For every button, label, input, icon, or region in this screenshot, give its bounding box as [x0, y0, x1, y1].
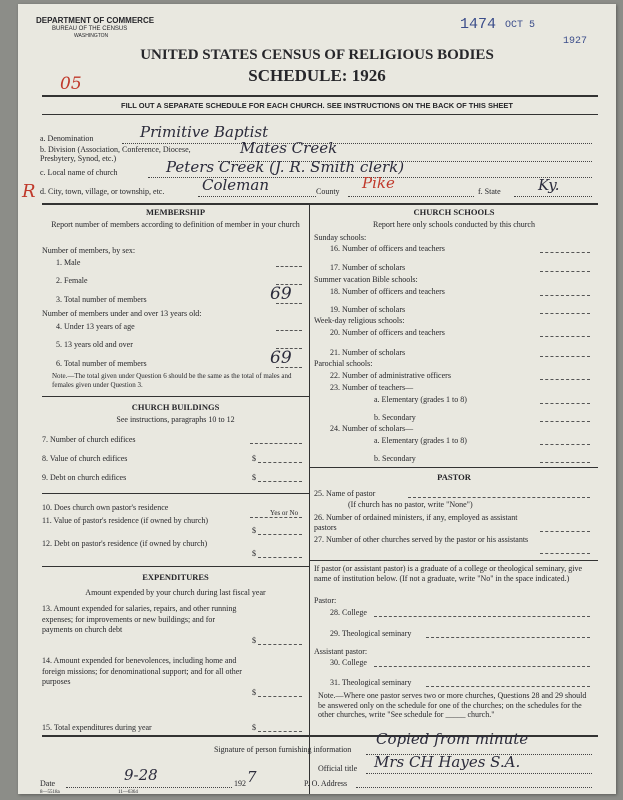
- q15-dollar: $: [252, 723, 256, 732]
- q3-value: 69: [270, 284, 292, 304]
- q14-field[interactable]: [258, 696, 302, 697]
- q25-note: (If church has no pastor, write "None"): [348, 500, 473, 509]
- date-value: 9-28: [124, 766, 158, 784]
- state-label: f. State: [478, 187, 501, 196]
- membership-note: Note.—The total given under Question 6 should be the same as the total of males and females given under Question 3.: [52, 372, 292, 389]
- denomination-label: a. Denomination: [40, 134, 94, 143]
- graduate-note: If pastor (or assistant pastor) is a graduate of a college or theological seminary, give name of institution below. (If not a graduate, write "No" in the space indicated.): [314, 564, 583, 583]
- q15-label: 15. Total expenditures during year: [42, 723, 152, 732]
- q8-label: 8. Value of church edifices: [42, 454, 128, 463]
- q13-dollar: $: [252, 636, 256, 645]
- q11-dollar: $: [252, 526, 256, 535]
- q16-label: 16. Number of officers and teachers: [330, 244, 445, 253]
- schools-subtitle: Report here only schools conducted by this church: [373, 220, 535, 229]
- q6-label: 6. Total number of members: [56, 359, 147, 368]
- q24a-field[interactable]: [540, 444, 590, 445]
- po-address-field[interactable]: [356, 787, 592, 788]
- local-name-label: c. Local name of church: [40, 168, 118, 177]
- q13-field[interactable]: [258, 644, 302, 645]
- state-field[interactable]: [514, 196, 592, 197]
- local-name-value: Peters Creek (J. R. Smith clerk): [166, 158, 405, 176]
- q9-field[interactable]: [258, 481, 302, 482]
- q23b-label: b. Secondary: [374, 413, 416, 422]
- summer-schools-label: Summer vacation Bible schools:: [314, 275, 418, 284]
- q30-field[interactable]: [374, 666, 590, 667]
- official-title-value: Mrs CH Hayes S.A.: [374, 753, 521, 771]
- q23b-field[interactable]: [540, 421, 590, 422]
- q10-label: 10. Does church own pastor's residence: [42, 503, 169, 512]
- q11-field[interactable]: [258, 534, 302, 535]
- expenditures-heading: EXPENDITURES: [142, 572, 209, 582]
- q1-field[interactable]: [276, 266, 302, 267]
- q31-field[interactable]: [426, 686, 590, 687]
- buildings-subtitle: See instructions, paragraphs 10 to 12: [116, 415, 235, 424]
- denomination-value: Primitive Baptist: [140, 123, 269, 141]
- denomination-field[interactable]: [122, 143, 592, 144]
- q4-field[interactable]: [276, 330, 302, 331]
- q10-field[interactable]: [250, 517, 302, 518]
- assistant-sublabel: Assistant pastor:: [314, 647, 368, 656]
- receipt-stamp-date: OCT 5: [505, 20, 536, 31]
- q17-field[interactable]: [540, 271, 590, 272]
- schedule-title: SCHEDULE: 1926: [248, 66, 386, 85]
- q27-field[interactable]: [540, 553, 590, 554]
- pastor-rule: [309, 467, 598, 468]
- q31-label: 31. Theological seminary: [330, 678, 412, 687]
- buildings-subrule: [42, 493, 309, 494]
- form-title: UNITED STATES CENSUS OF RELIGIOUS BODIES: [140, 47, 494, 63]
- q4-label: 4. Under 13 years of age: [56, 322, 135, 331]
- q29-field[interactable]: [426, 637, 590, 638]
- q27-label: 27. Number of other churches served by the pastor or his assistants: [314, 535, 529, 544]
- division-value: Mates Creek: [240, 139, 338, 157]
- header-rule: [42, 95, 598, 97]
- q14-dollar: $: [252, 688, 256, 697]
- date-field[interactable]: [66, 787, 232, 788]
- census-schedule-sheet: [18, 4, 616, 794]
- official-title-label: Official title: [318, 764, 358, 773]
- q26-field[interactable]: [540, 531, 590, 532]
- buildings-rule: [42, 396, 309, 397]
- q20-label: 20. Number of officers and teachers: [330, 328, 445, 337]
- expenditures-subtitle: Amount expended by your church during last fiscal year: [85, 588, 266, 597]
- pastor-note: Note.—Where one pastor serves two or more churches, Questions 28 and 29 should be answered only on the schedule for one of the churches; on the schedules for the other churches, write "See schedule for _____ church.": [318, 691, 587, 719]
- official-title-field[interactable]: [366, 773, 592, 774]
- sunday-schools-label: Sunday schools:: [314, 233, 367, 242]
- q26-label: 26. Number of ordained ministers, if any, employed as assistant pastors: [314, 513, 518, 532]
- pastor-sublabel: Pastor:: [314, 596, 337, 605]
- q7-label: 7. Number of church edifices: [42, 435, 136, 444]
- q17-label: 17. Number of scholars: [330, 263, 406, 272]
- department-name: DEPARTMENT OF COMMERCE: [36, 16, 155, 25]
- buildings-heading: CHURCH BUILDINGS: [131, 402, 220, 412]
- year-value: 7: [247, 768, 257, 786]
- q12-dollar: $: [252, 549, 256, 558]
- q14-label: 14. Amount expended for benevolences, including home and foreign missions; for denominational support; and for all other purposes: [42, 656, 242, 686]
- q23a-label: a. Elementary (grades 1 to 8): [374, 395, 467, 404]
- q22-label: 22. Number of administrative officers: [330, 371, 451, 380]
- q28-label: 28. College: [330, 608, 367, 617]
- county-label: County: [316, 187, 340, 196]
- signature-label: Signature of person furnishing information: [214, 745, 352, 754]
- margin-mark: R: [22, 181, 36, 202]
- yes-no-hint: Yes or No: [270, 509, 299, 517]
- column-divider: [309, 203, 310, 794]
- q15-field[interactable]: [258, 731, 302, 732]
- q18-label: 18. Number of officers and teachers: [330, 287, 445, 296]
- q24b-label: b. Secondary: [374, 454, 416, 463]
- po-address-label: P. O. Address: [304, 779, 348, 788]
- q2-label: 2. Female: [56, 276, 88, 285]
- q21-field[interactable]: [540, 356, 590, 357]
- graduate-rule: [309, 560, 598, 561]
- q22-field[interactable]: [540, 379, 590, 380]
- members-by-sex-label: Number of members, by sex:: [42, 246, 136, 255]
- division-label: b. Division (Association, Conference, Diocese, Presbytery, Synod, etc.): [40, 145, 191, 163]
- date-label: Date: [40, 779, 56, 788]
- q24a-label: a. Elementary (grades 1 to 8): [374, 436, 467, 445]
- q20-field[interactable]: [540, 336, 590, 337]
- receipt-stamp-year: 1927: [563, 36, 588, 47]
- q5-label: 5. 13 years old and over: [56, 340, 133, 349]
- city-value: Coleman: [202, 176, 270, 194]
- schools-heading: CHURCH SCHOOLS: [413, 207, 495, 217]
- q18-field[interactable]: [540, 295, 590, 296]
- section-rule-top: [42, 203, 598, 205]
- bureau-city: WASHINGTON: [74, 33, 109, 39]
- q8-field[interactable]: [258, 462, 302, 463]
- q19-field[interactable]: [540, 313, 590, 314]
- print-number: 11—6364: [118, 790, 138, 794]
- q16-field[interactable]: [540, 252, 590, 253]
- membership-heading: MEMBERSHIP: [145, 207, 206, 217]
- q30-label: 30. College: [330, 658, 367, 667]
- city-field[interactable]: [198, 196, 316, 197]
- city-label: d. City, town, village, or township, etc.: [40, 187, 165, 196]
- q25-field[interactable]: [408, 497, 590, 498]
- q9-dollar: $: [252, 473, 256, 482]
- q13-label: 13. Amount expended for salaries, repairs, and other running expenses; for improvements or new buildings; and for payments on church debt: [42, 604, 237, 634]
- q23-label: 23. Number of teachers—: [330, 383, 414, 392]
- form-instruction: FILL OUT A SEPARATE SCHEDULE FOR EACH CHURCH. SEE INSTRUCTIONS ON THE BACK OF THIS SHEET: [121, 101, 513, 110]
- q7-field[interactable]: [250, 443, 302, 444]
- county-field[interactable]: [348, 196, 474, 197]
- q12-label: 12. Debt on pastor's residence (if owned by church): [42, 539, 208, 548]
- expenditures-rule: [42, 566, 309, 567]
- state-value: Ky.: [538, 176, 560, 194]
- handwritten-code: 05: [60, 74, 82, 94]
- q21-label: 21. Number of scholars: [330, 348, 406, 357]
- q3-label: 3. Total number of members: [56, 295, 147, 304]
- county-value: Pike: [362, 174, 395, 192]
- q1-label: 1. Male: [56, 258, 81, 267]
- q29-label: 29. Theological seminary: [330, 629, 412, 638]
- q19-label: 19. Number of scholars: [330, 305, 406, 314]
- q24b-field[interactable]: [540, 462, 590, 463]
- signature-value: Copied from minute: [376, 730, 529, 748]
- q11-label: 11. Value of pastor's residence (if owned by church): [42, 516, 209, 525]
- q9-label: 9. Debt on church edifices: [42, 473, 127, 482]
- q25-label: 25. Name of pastor: [314, 489, 376, 498]
- bureau-name: BUREAU OF THE CENSUS: [52, 26, 128, 32]
- form-number: 8—5518a: [40, 790, 60, 794]
- receipt-stamp-number: 1474: [460, 16, 497, 33]
- q28-field[interactable]: [374, 616, 590, 617]
- parochial-schools-label: Parochial schools:: [314, 359, 373, 368]
- instruction-rule: [42, 114, 598, 115]
- pastor-heading: PASTOR: [437, 472, 471, 482]
- q12-field[interactable]: [258, 557, 302, 558]
- q8-dollar: $: [252, 454, 256, 463]
- under-over-label: Number of members under and over 13 years old:: [42, 309, 202, 318]
- membership-subtitle: Report number of members according to definition of member in your church: [51, 220, 300, 229]
- q24-label: 24. Number of scholars—: [330, 424, 414, 433]
- weekday-schools-label: Week-day religious schools:: [314, 316, 405, 325]
- q23a-field[interactable]: [540, 403, 590, 404]
- q6-value: 69: [270, 348, 292, 368]
- year-prefix: 192: [234, 779, 246, 788]
